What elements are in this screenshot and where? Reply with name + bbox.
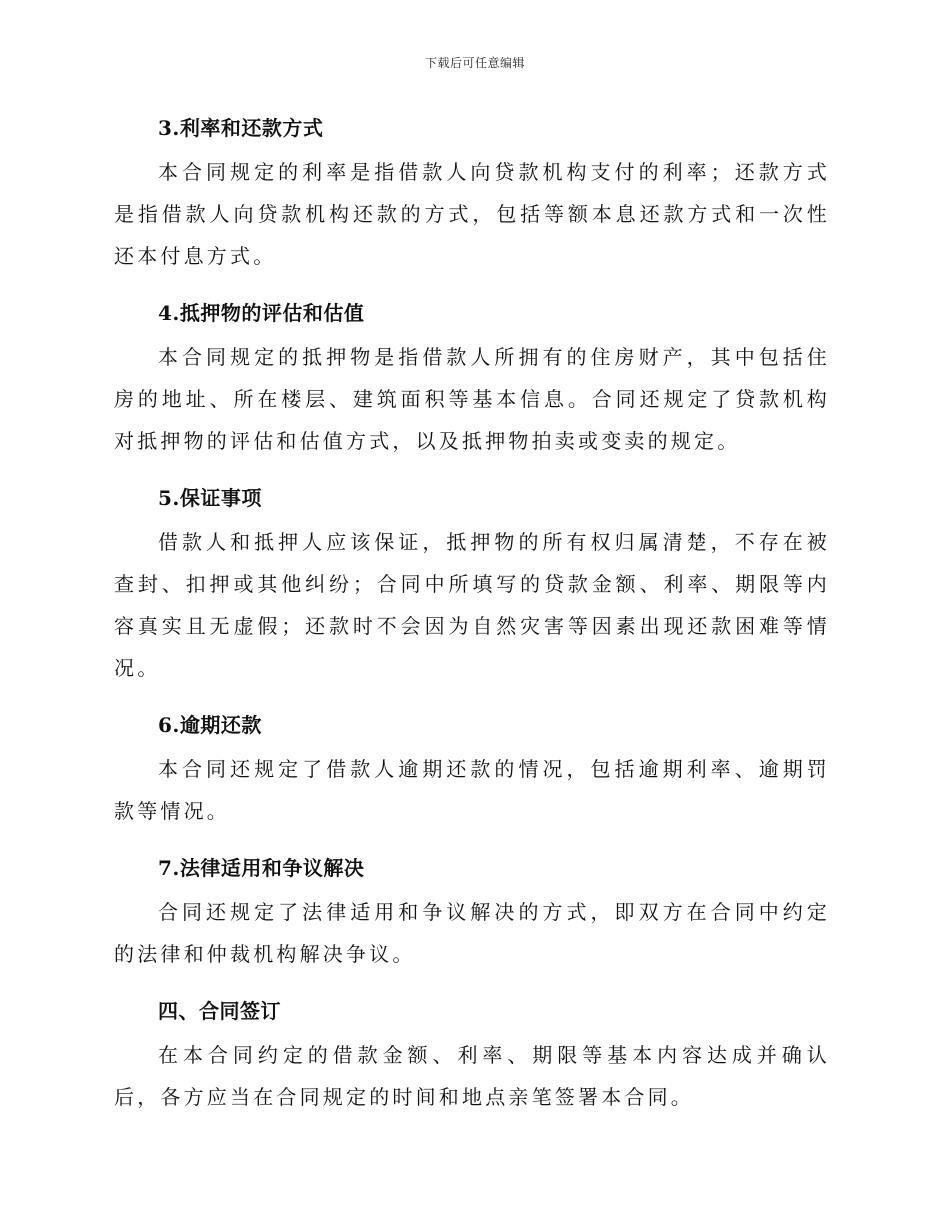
section-guarantees (114, 482, 830, 689)
section-heading: 四、合同签订 (158, 999, 281, 1023)
section-overdue-repayment (114, 709, 830, 832)
page-header: 下载后可任意编辑 (424, 56, 525, 70)
section-heading: 3.利率和还款方式 (158, 116, 324, 140)
section-contract-signing (114, 995, 830, 1118)
section-law-disputes (114, 852, 830, 975)
section-paragraph: 本合同规定的抵押物是指借款人所拥有的住房财产，其中包括住房的地址、所在楼层、建筑面积等基本信息。合同还规定了贷款机构对抵押物的评估和估值方式，以及抵押物拍卖或变卖的规定。 (114, 345, 830, 453)
section-heading: 5.保证事项 (158, 486, 262, 510)
section-paragraph: 本合同还规定了借款人逾期还款的情况，包括逾期利率、逾期罚款等情况。 (114, 757, 830, 823)
section-paragraph: 借款人和抵押人应该保证，抵押物的所有权归属清楚，不存在被查封、扣押或其他纠纷；合同中所填写的贷款金额、利率、期限等内容真实且无虚假；还款时不会因为自然灾害等因素出现还款困难等情况。 (114, 530, 830, 680)
section-heading: 7.法律适用和争议解决 (158, 856, 365, 880)
section-heading: 4.抵押物的评估和估值 (158, 301, 365, 325)
section-collateral-valuation (114, 297, 830, 462)
section-paragraph: 在本合同约定的借款金额、利率、期限等基本内容达成并确认后，各方应当在合同规定的时间和地点亲笔签署本合同。 (114, 1043, 830, 1109)
section-paragraph: 合同还规定了法律适用和争议解决的方式，即双方在合同中约定的法律和仲裁机构解决争议。 (114, 900, 830, 966)
section-paragraph: 本合同规定的利率是指借款人向贷款机构支付的利率；还款方式是指借款人向贷款机构还款的方式，包括等额本息还款方式和一次性还本付息方式。 (114, 160, 830, 268)
section-heading: 6.逾期还款 (158, 713, 262, 737)
document-body (114, 112, 830, 1118)
section-interest-repayment (114, 112, 830, 277)
